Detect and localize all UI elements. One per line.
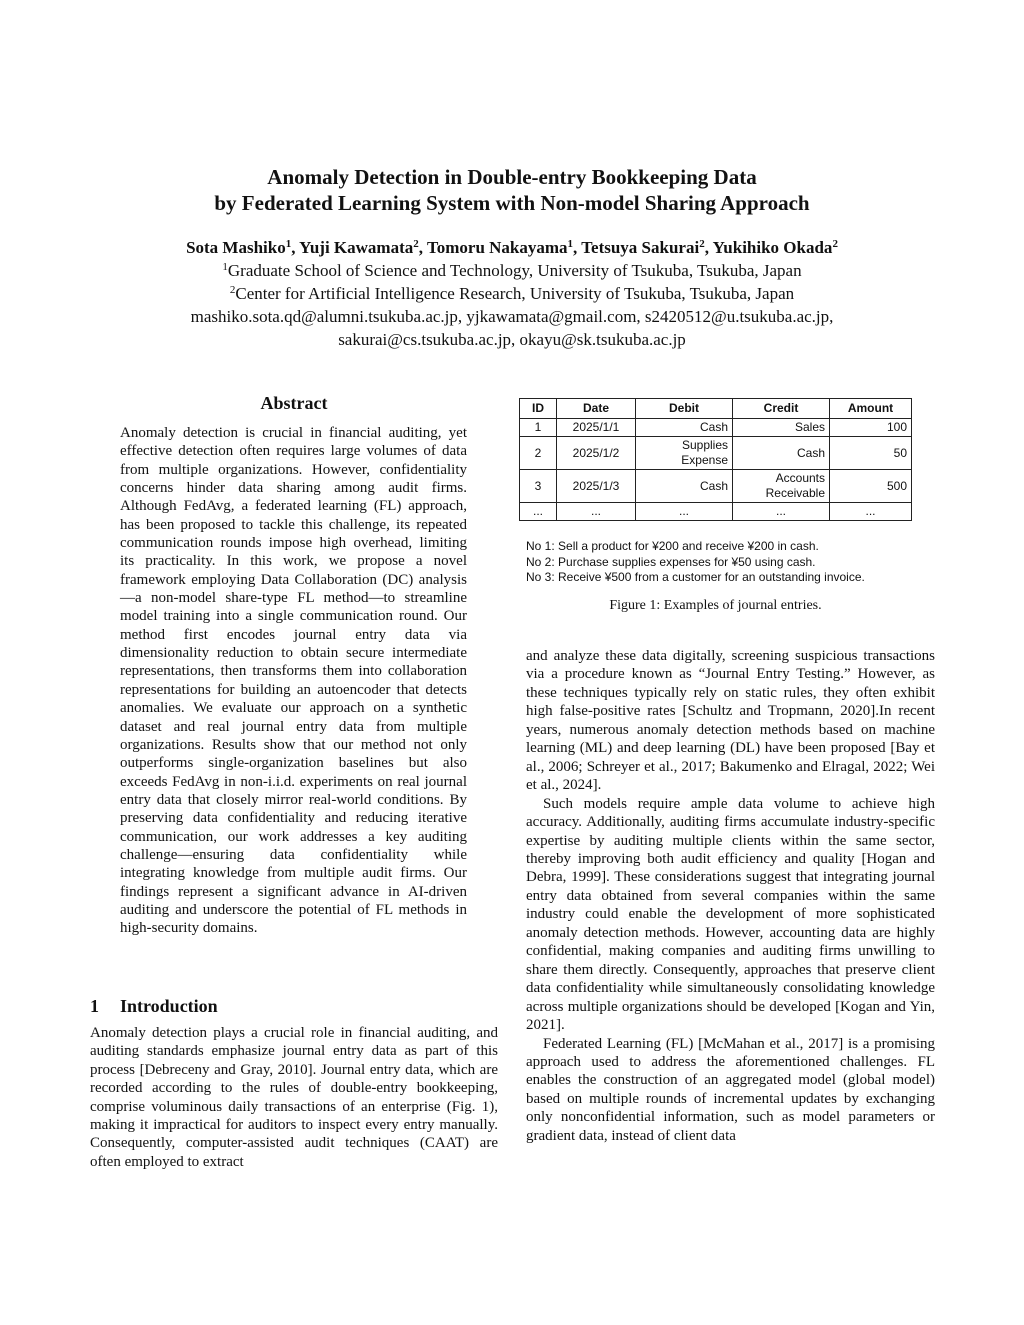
author-names: Sota Mashiko$^1$, Yuji Kawamata$^2$, Tomoru Nakayama$^1$, Tetsuya Sakurai$^2$, Yukihiko Okada$^2$ xyxy=(186,238,838,257)
table-row xyxy=(520,503,912,521)
figure-note: No 3: Receive ¥500 from a customer for an outstanding invoice. xyxy=(526,570,865,584)
table-cell: ... xyxy=(636,503,733,521)
affiliation-2 xyxy=(0,282,1024,305)
table-header-row xyxy=(520,399,912,419)
table-row xyxy=(520,470,912,503)
figure-note: No 2: Purchase supplies expenses for ¥50 using cash. xyxy=(526,554,816,569)
paragraph: and analyze these data digitally, screening suspicious transactions via a procedure known as “Journal Entry Testing.” However, as these techniques typically rely on static rules, they often exhibit high false-positive rates [Schultz and Tropmann, 2020].In recent years, numerous anomaly detection methods based on machine learning (ML) and deep learning (DL) have been proposed [Bay et al., 2006; Schreyer et al., 2017; Bakumenko and Elragal, 2022; Wei et al., 2024]. xyxy=(526,648,935,794)
table-cell: Cash xyxy=(733,437,830,470)
author-emails-1: mashiko.sota.qd@alumni.tsukuba.ac.jp, yjkawamata@gmail.com, s2420512@u.tsukuba.ac.jp, xyxy=(190,307,834,326)
abstract-heading: Abstract xyxy=(260,393,328,413)
author-affiliation-mark: 2 xyxy=(699,238,705,250)
table-cell: 100 xyxy=(830,419,912,437)
affiliation-text: Center for Artificial Intelligence Research, University of Tsukuba, Tsukuba, Japan xyxy=(235,284,795,303)
affiliation-mark: 2 xyxy=(229,284,236,296)
author-name: Yuji Kawamata xyxy=(299,238,414,257)
table-cell: 500 xyxy=(830,470,912,503)
title-line-1: Anomaly Detection in Double-entry Bookkeeping Data xyxy=(267,165,757,189)
affiliation-1 xyxy=(0,259,1024,282)
journal-entries-table xyxy=(519,398,912,521)
column-header: ID xyxy=(520,399,557,419)
column-header: Date xyxy=(557,399,636,419)
table-cell: 3 xyxy=(520,470,557,503)
table-cell: 2025/1/3 xyxy=(557,470,636,503)
column-header: Debit xyxy=(636,399,733,419)
figure-notes xyxy=(526,539,946,586)
column-header: Amount xyxy=(830,399,912,419)
abstract-text: Anomaly detection is crucial in financial auditing, yet effective detection often requires large volumes of data from multiple organizations. However, confidentiality concerns hinder data sharing among audit firms. Although FedAvg, a federated learning (FL) approach, has been proposed to tackle this challenge, its repeated communication rounds impose high overhead, limiting its practicality. In this work, we propose a novel framework employing Data Collaboration (DC) analysis—a non-model share-type FL method—to streamline model training into a single communication round. Our method first encodes journal entry data via dimensionality reduction to obtain secure intermediate representations, then transforms them into collaboration representations for building an autoencoder that detects anomalies. We evaluate our approach on a synthetic dataset and real journal entry data from multiple organizations. Results show that our method not only outperforms single-organization baselines but also exceeds FedAvg in non-i.i.d. experiments on real journal entry data that closely mirror real-world conditions. By preserving data confidentiality and reducing iterative communication, our work addresses a key auditing challenge—ensuring data confidentiality while integrating knowledge from multiple audit firms. Our findings represent a significant advance in AI-driven auditing and underscore the potential of FL methods in high-security domains. xyxy=(120,425,467,937)
author-block xyxy=(0,236,1024,351)
paper-title xyxy=(0,164,1024,216)
paragraph: Federated Learning (FL) [McMahan et al., 2017] is a promising approach used to address the aforementioned challenges. FL enables the construction of an aggregated model (global model) based on multiple rounds of incremental updates by exchanging only nonconfidential information, such as model parameters or gradient data, instead of client data xyxy=(526,1035,935,1144)
figure-note: No 1: Sell a product for ¥200 and receive ¥200 in cash. xyxy=(526,539,819,553)
author-affiliation-mark: 1 xyxy=(285,238,292,250)
table-cell: 1 xyxy=(520,419,557,437)
table-cell: ... xyxy=(830,503,912,521)
paragraph: Such models require ample data volume to achieve high accuracy. Additionally, auditing firms accumulate industry-specific expertise by auditing multiple clients within the same sector, thereby improving both audit efficiency and quality [Hogan and Debra, 1999]. These considerations suggest that integrating journal entry data obtained from several companies within the same industry could enable the development of more sophisticated anomaly detection methods. However, accounting data are highly confidential, making companies and auditing firms unwilling to share them directly. Consequently, approaches that preserve client data confidentiality while simultaneously consolidating knowledge across multiple organizations should be developed [Kogan and Yin, 2021]. xyxy=(526,795,935,1034)
table-cell: Sales xyxy=(733,419,830,437)
author-affiliation-mark: 2 xyxy=(413,238,419,250)
author-emails-2: sakurai@cs.tsukuba.ac.jp, okayu@sk.tsukuba.ac.jp xyxy=(338,330,686,349)
title-line-2: by Federated Learning System with Non-model Sharing Approach xyxy=(214,191,810,215)
table-cell: ... xyxy=(733,503,830,521)
introduction-text: Anomaly detection plays a crucial role in financial auditing, and auditing standards emphasize journal entry data as part of this process [Debreceny and Gray, 2010]. Journal entry data, which are recorded according to the rules of double-entry bookkeeping, comprise voluminous daily transactions of an enterprise (Fig. 1), making it impractical for auditors to inspect every entry manually. Consequently, computer-assisted audit techniques (CAAT) are often employed to extract xyxy=(90,1025,498,1170)
table-row xyxy=(520,419,912,437)
section-heading-introduction xyxy=(90,996,218,1017)
table-cell: 2 xyxy=(520,437,557,470)
table-cell: Cash xyxy=(636,419,733,437)
table-cell: 50 xyxy=(830,437,912,470)
author-name: Tomoru Nakayama xyxy=(426,238,568,257)
table-cell: ... xyxy=(557,503,636,521)
affiliation-text: Graduate School of Science and Technology, University of Tsukuba, Tsukuba, Japan xyxy=(227,261,802,280)
author-name: Yukihiko Okada xyxy=(712,238,833,257)
table-cell: 2025/1/2 xyxy=(557,437,636,470)
table-cell: Supplies Expense xyxy=(636,437,733,470)
figure-caption: Figure 1: Examples of journal entries. xyxy=(609,598,822,613)
table-cell: ... xyxy=(520,503,557,521)
right-column-text xyxy=(526,647,935,1145)
author-affiliation-mark: 1 xyxy=(567,238,574,250)
table-cell: 2025/1/1 xyxy=(557,419,636,437)
author-affiliation-mark: 2 xyxy=(832,238,838,250)
table-cell: Cash xyxy=(636,470,733,503)
table-cell: Accounts Receivable xyxy=(733,470,830,503)
table-row xyxy=(520,437,912,470)
section-title: Introduction xyxy=(120,996,218,1016)
column-header: Credit xyxy=(733,399,830,419)
author-name: Tetsuya Sakurai xyxy=(581,238,700,257)
affiliation-mark: 1 xyxy=(222,261,228,273)
section-number: 1 xyxy=(90,996,99,1016)
author-name: Sota Mashiko xyxy=(186,238,286,257)
